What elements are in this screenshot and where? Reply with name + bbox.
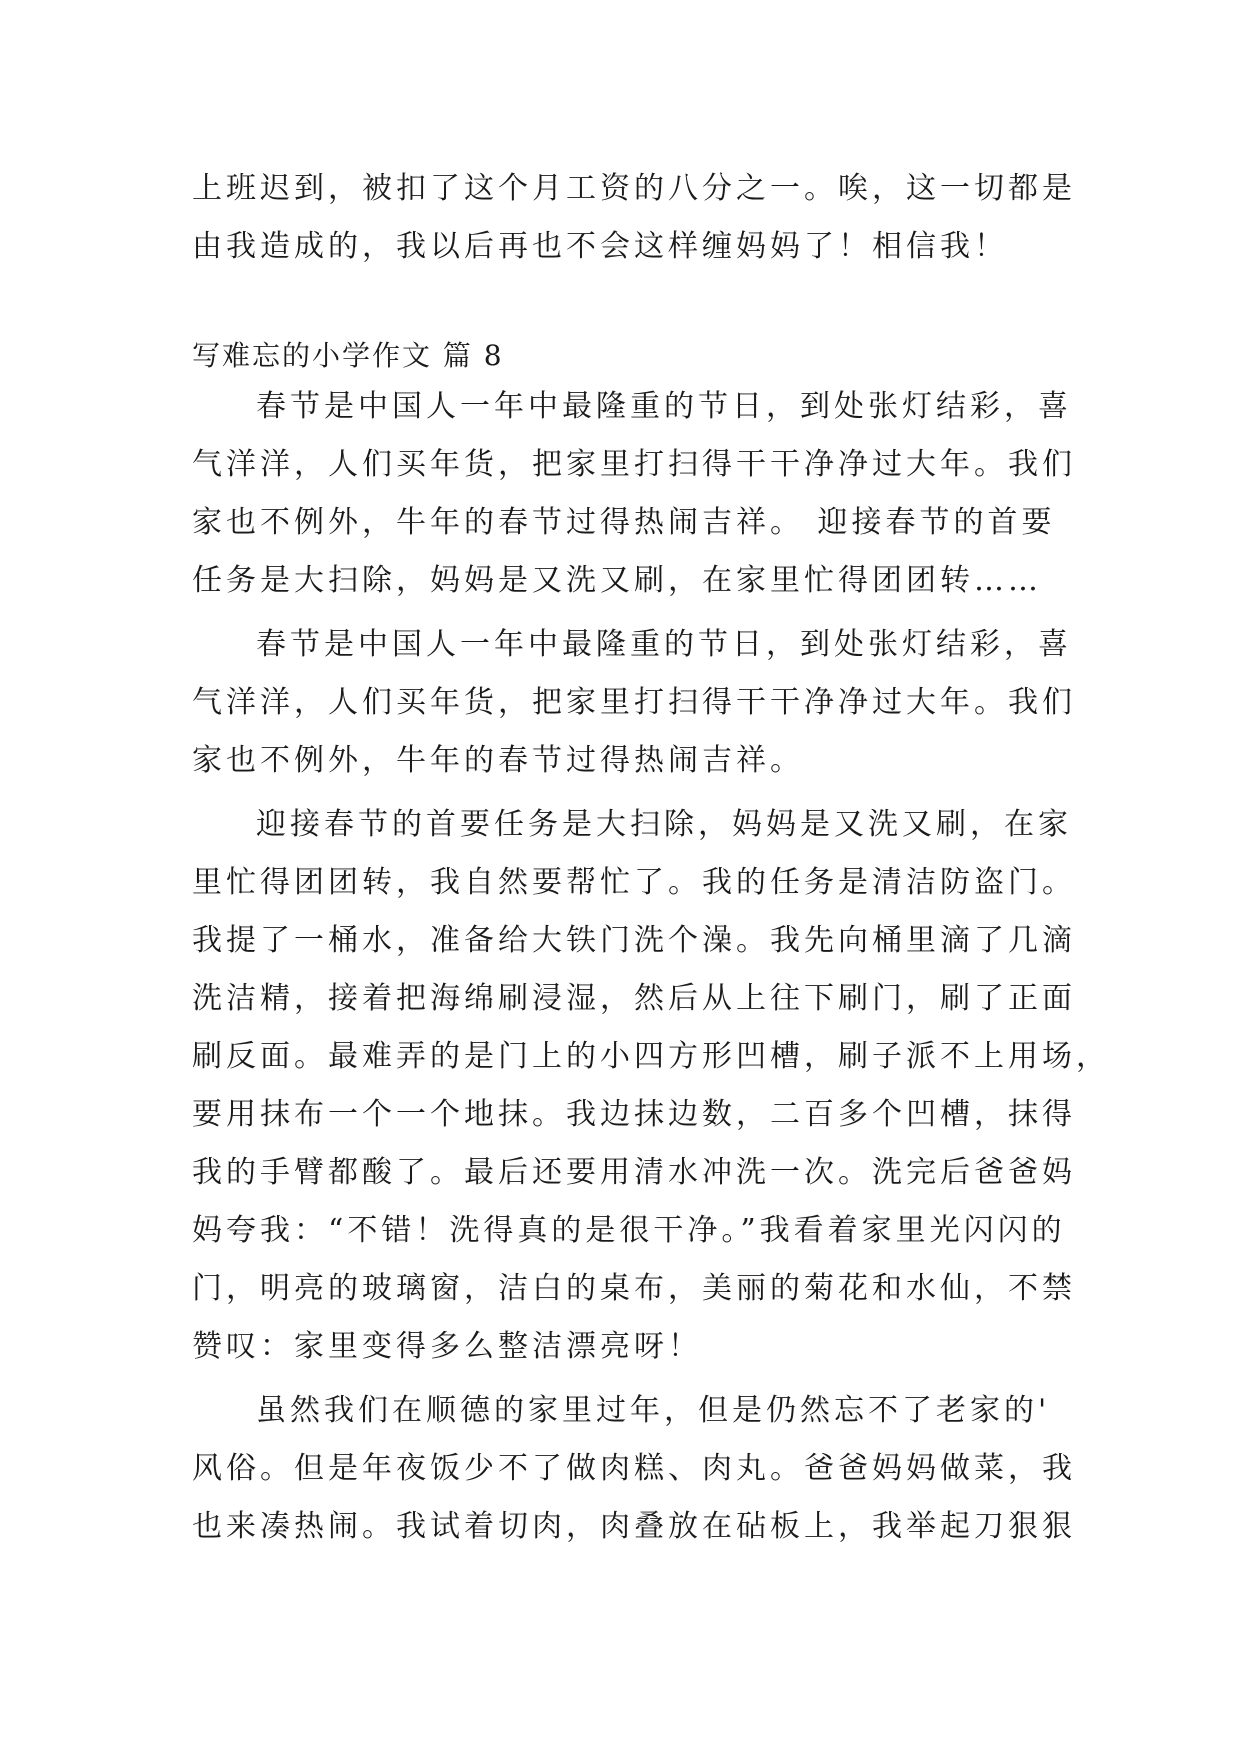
text-line: 春节是中国人一年中最隆重的节日，到处张灯结彩，喜 xyxy=(256,389,1072,424)
text-line: 妈夸我：“不错！洗得真的是很干净。”我看着家里光闪闪的 xyxy=(192,1213,1066,1248)
text-line: 门，明亮的玻璃窗，洁白的桌布，美丽的菊花和水仙，不禁 xyxy=(192,1271,1076,1306)
text-line: 家也不例外，牛年的春节过得热闹吉祥。 xyxy=(192,743,804,778)
paragraph-3 xyxy=(192,796,1110,1376)
section-heading: 写难忘的小学作文 篇 8 xyxy=(192,339,504,372)
text-line: 要用抹布一个一个地抹。我边抹边数，二百多个凹槽，抹得 xyxy=(192,1097,1076,1132)
continuation-paragraph xyxy=(192,160,1076,276)
paragraph-1 xyxy=(192,378,1076,610)
text-line: 迎接春节的首要任务是大扫除，妈妈是又洗又刷，在家 xyxy=(256,807,1072,842)
text-line: 虽然我们在顺德的家里过年，但是仍然忘不了老家的' xyxy=(256,1393,1051,1428)
text-line: 我的手臂都酸了。最后还要用清水冲洗一次。洗完后爸爸妈 xyxy=(192,1155,1076,1190)
text-line: 风俗。但是年夜饭少不了做肉糕、肉丸。爸爸妈妈做菜，我 xyxy=(192,1451,1076,1486)
paragraph-4 xyxy=(192,1382,1076,1556)
text-line: 里忙得团团转，我自然要帮忙了。我的任务是清洁防盗门。 xyxy=(192,865,1076,900)
text-line: 也来凑热闹。我试着切肉，肉叠放在砧板上，我举起刀狠狠 xyxy=(192,1509,1076,1544)
text-line: 我提了一桶水，准备给大铁门洗个澡。我先向桶里滴了几滴 xyxy=(192,923,1076,958)
text-line: 由我造成的，我以后再也不会这样缠妈妈了！相信我！ xyxy=(192,229,1008,264)
text-line: 气洋洋，人们买年货，把家里打扫得干干净净过大年。我们 xyxy=(192,685,1076,720)
paragraph-2 xyxy=(192,616,1076,790)
text-line: 刷反面。最难弄的是门上的小四方形凹槽，刷子派不上用场， xyxy=(192,1039,1110,1074)
document-body xyxy=(192,160,1110,1562)
text-line: 赞叹：家里变得多么整洁漂亮呀！ xyxy=(192,1329,702,1364)
section-spacer xyxy=(192,282,1072,330)
text-line: 气洋洋，人们买年货，把家里打扫得干干净净过大年。我们 xyxy=(192,447,1076,482)
text-line: 春节是中国人一年中最隆重的节日，到处张灯结彩，喜 xyxy=(256,627,1072,662)
text-line: 任务是大扫除，妈妈是又洗又刷，在家里忙得团团转…… xyxy=(192,563,1042,598)
text-line: 洗洁精，接着把海绵刷浸湿，然后从上往下刷门，刷了正面 xyxy=(192,981,1076,1016)
text-line: 家也不例外，牛年的春节过得热闹吉祥。 迎接春节的首要 xyxy=(192,505,1056,540)
text-line: 上班迟到，被扣了这个月工资的八分之一。唉，这一切都是 xyxy=(192,171,1076,206)
